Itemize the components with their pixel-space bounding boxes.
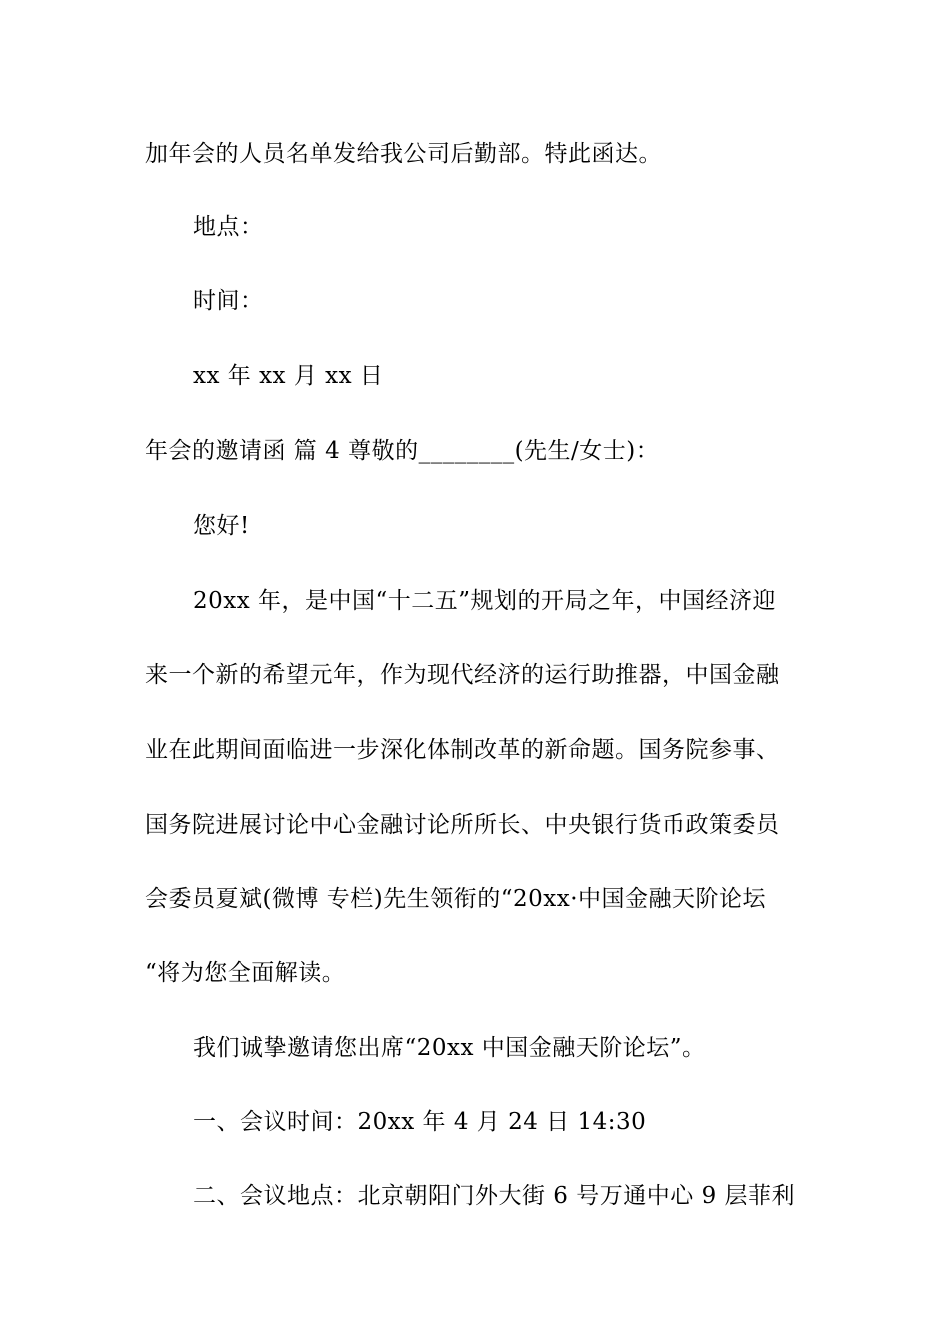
text-line-continuation: 加年会的人员名单发给我公司后勤部。特此函达。 (145, 141, 662, 167)
text-line-paragraph: 来一个新的希望元年，作为现代经济的运行助推器，中国金融 (145, 662, 780, 688)
text-line-paragraph: “将为您全面解读。 (145, 960, 346, 986)
text-line-salutation: 年会的邀请函 篇 4 尊敬的________(先生/女士)： (145, 438, 660, 464)
text-line-paragraph: 会委员夏斌(微博 专栏)先生领衔的“20xx·中国金融天阶论坛 (145, 886, 767, 912)
text-line-invitation: 我们诚挚邀请您出席“20xx 中国金融天阶论坛”。 (193, 1035, 706, 1061)
text-line-meeting-time: 一、会议时间：20xx 年 4 月 24 日 14:30 (193, 1109, 647, 1135)
text-line-greeting: 您好! (193, 513, 250, 539)
text-line-time: 时间： (193, 288, 264, 314)
text-line-date: xx 年 xx 月 xx 日 (193, 363, 384, 389)
text-line-paragraph: 20xx 年，是中国“十二五”规划的开局之年，中国经济迎 (193, 588, 777, 614)
text-line-paragraph: 业在此期间面临进一步深化体制改革的新命题。国务院参事、 (145, 737, 780, 763)
text-line-meeting-location: 二、会议地点：北京朝阳门外大街 6 号万通中心 9 层菲利 (193, 1183, 796, 1209)
text-line-location: 地点： (193, 214, 264, 240)
text-line-paragraph: 国务院进展讨论中心金融讨论所所长、中央银行货币政策委员 (145, 812, 780, 838)
